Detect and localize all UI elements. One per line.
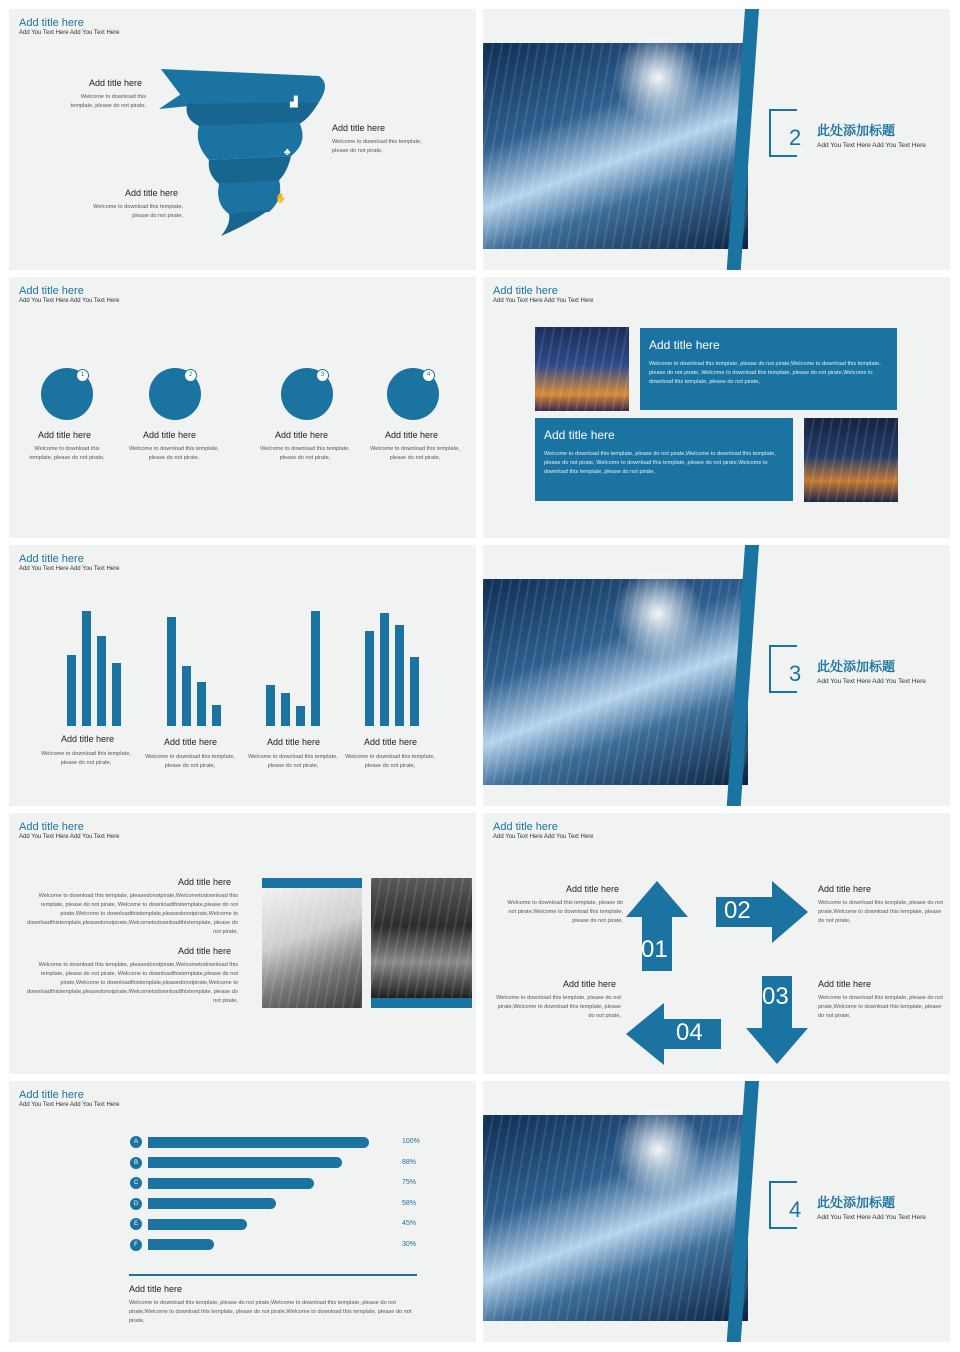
slide-boxes <box>483 277 950 538</box>
bar-mark <box>296 706 305 726</box>
group-3-text: Welcome to download this template, please do not pirate, <box>248 754 338 769</box>
bar-letter: F <box>130 1239 142 1251</box>
step-3-title: Add title here <box>818 979 872 989</box>
divider <box>129 1274 417 1276</box>
item-1-title: Add title here <box>178 877 232 887</box>
item-2-title: Add title here <box>178 946 232 956</box>
slide-ribbon <box>9 9 476 270</box>
step-2-text: Welcome to download this template, please do not pirate,Welcome to download this template, please do not pirate, <box>818 900 943 924</box>
slide-title: Add title here <box>493 821 558 833</box>
bar-mark <box>182 666 191 726</box>
group-2-text: Welcome to download this template, please do not pirate, <box>145 754 235 769</box>
section-number: 3 <box>789 661 802 686</box>
footer-title: Add title here <box>129 1284 183 1294</box>
section-title: 此处添加标题 <box>817 660 896 675</box>
footer-text: Welcome to download this template, please do not pirate,Welcome to download this template, please do not pirate,Welcome to download this template, please do not pirate,Welcome to download this template, please do not pirate, <box>129 1300 412 1324</box>
group-3-title: Add title here <box>267 737 321 747</box>
bar-letter: B <box>130 1157 142 1169</box>
grey-tower-photo <box>262 888 362 1008</box>
slide-title: Add title here <box>19 17 84 29</box>
slide-subtitle: Add You Text Here Add You Text Here <box>19 1102 120 1108</box>
ribbon-graphic <box>159 64 339 239</box>
slide-title: Add title here <box>19 553 84 565</box>
slide-title: Add title here <box>19 1089 84 1101</box>
item-2-title: Add title here <box>143 430 197 440</box>
step-4-text: Welcome to download this template, please do not pirate,Welcome to download this template, please do not pirate, <box>496 995 621 1019</box>
slide-subtitle: Add You Text Here Add You Text Here <box>19 834 120 840</box>
group-1-text: Welcome to download this template, please do not pirate, <box>41 751 131 766</box>
photo-accent-bar <box>371 998 472 1008</box>
leaf-icon: ♣ <box>284 147 291 158</box>
slide-text-photos <box>9 813 476 1074</box>
medal-badge: 3 <box>316 369 329 382</box>
section-title: 此处添加标题 <box>817 124 896 139</box>
step-3-text: Welcome to download this template, please do not pirate,Welcome to download this template, please do not pirate, <box>818 995 943 1019</box>
box-text: Welcome to download this template, please do not pirate,Welcome to download this template, please do not pirate, Welcome to download this template, please do not pirate,Welcome to download this template, please do not pirate, <box>544 451 776 475</box>
item-4-text: Welcome to download this template, please do not pirate, <box>370 446 460 461</box>
progress-bar <box>148 1198 276 1209</box>
medal-badge: 1 <box>76 369 89 382</box>
step-1-number: 01 <box>641 936 668 963</box>
bar-letter: C <box>130 1177 142 1189</box>
step-3-number: 03 <box>762 983 789 1010</box>
bar-mark <box>82 611 91 726</box>
bar-mark <box>167 617 176 726</box>
progress-bar <box>148 1178 314 1189</box>
bar-mark <box>112 663 121 726</box>
progress-bar <box>148 1239 214 1250</box>
slide-subtitle: Add You Text Here Add You Text Here <box>493 298 594 304</box>
section-subtitle: Add You Text Here Add You Text Here <box>817 678 926 685</box>
group-4-title: Add title here <box>364 737 418 747</box>
info-box-1 <box>640 328 897 410</box>
group-2-title: Add title here <box>164 737 218 747</box>
bar-mark <box>311 611 320 726</box>
progress-bar <box>148 1137 369 1148</box>
item-3-text: Welcome to download this template, please do not pirate, <box>93 204 183 219</box>
section-title: 此处添加标题 <box>817 1196 896 1211</box>
section-subtitle: Add You Text Here Add You Text Here <box>817 142 926 149</box>
grey-city-photo <box>371 878 472 998</box>
medal-badge: 4 <box>422 369 435 382</box>
photo-accent-bar <box>262 878 362 888</box>
bar-percent: 30% <box>402 1240 417 1248</box>
slide-section-3 <box>483 545 950 806</box>
item-1-title: Add title here <box>89 78 143 88</box>
section-number: 4 <box>789 1197 802 1222</box>
box-text: Welcome to download this template, please do not pirate,Welcome to download this template, please do not pirate, Welcome to download this template, please do not pirate,Welcome to download this template, please do not pirate, <box>649 361 881 385</box>
hand-icon: ✋ <box>275 193 287 203</box>
item-1-text: Welcome to download this template, please do not pirate, <box>29 446 105 461</box>
item-3-text: Welcome to download this template, please do not pirate, <box>260 446 350 461</box>
slide-section-2 <box>483 9 950 270</box>
bar-mark <box>380 613 389 726</box>
info-box-2 <box>535 418 793 501</box>
building-photo <box>535 327 629 411</box>
item-4-title: Add title here <box>385 430 439 440</box>
slide-title: Add title here <box>19 285 84 297</box>
item-3-title: Add title here <box>125 188 179 198</box>
step-2-number: 02 <box>724 897 751 924</box>
progress-bar <box>148 1219 247 1230</box>
item-2-text: Welcome to download this template, please do not pirate, <box>332 139 422 154</box>
step-1-title: Add title here <box>566 884 620 894</box>
box-title: Add title here <box>649 338 720 352</box>
slide-medals <box>9 277 476 538</box>
item-2-text: Welcome to download this template, please do not pirate, <box>129 446 219 461</box>
bar-percent: 45% <box>402 1220 417 1227</box>
slide-progress <box>9 1081 476 1342</box>
bar-percent: 88% <box>402 1158 417 1166</box>
item-2-text: Welcome to download this template, pleasedonotpirate,Welcometodownload this template, please do not pirate, Welcome to downloadthistemplate,please do not pirate,Welcome to downloadthistemplate,pleasedonotpirate,Welcome to downloadthistemplate,pleasedonotpirate,Welcometodownloadthistemplate, please do not pirate, <box>26 962 238 1004</box>
section-number: 2 <box>789 125 802 150</box>
city-photo <box>483 43 748 249</box>
slide-title: Add title here <box>19 821 84 833</box>
group-1-title: Add title here <box>61 734 115 744</box>
item-2-title: Add title here <box>332 123 386 133</box>
item-1-text: Welcome to download this template, please do not pirate, <box>70 94 146 109</box>
section-subtitle: Add You Text Here Add You Text Here <box>817 1214 926 1221</box>
bar-percent: 58% <box>402 1199 417 1207</box>
item-1-title: Add title here <box>38 430 92 440</box>
step-4-title: Add title here <box>563 979 617 989</box>
slide-arrows <box>483 813 950 1074</box>
slide-bars <box>9 545 476 806</box>
slide-subtitle: Add You Text Here Add You Text Here <box>19 298 120 304</box>
bar-percent: 75% <box>402 1179 417 1186</box>
arrow-left-icon <box>626 1003 721 1065</box>
item-3-title: Add title here <box>275 430 329 440</box>
bar-mark <box>97 636 106 726</box>
night-city-photo <box>804 418 898 502</box>
step-4-number: 04 <box>676 1019 703 1046</box>
bar-mark <box>281 693 290 726</box>
chart-icon: ▟ <box>290 97 298 108</box>
progress-bar <box>148 1157 342 1168</box>
item-1-text: Welcome to download this template, pleasedonotpirate,Welcometodownload this template, please do not pirate, Welcome to downloadthistemplate,please do not pirate,Welcome to downloadthistemplate,pleasedonotpirate,Welcome to downloadthistemplate,pleasedonotpirate,Welcometodownloadthistemplate, please do not pirate, <box>26 893 238 935</box>
city-photo <box>483 1115 748 1321</box>
bar-mark <box>410 657 419 726</box>
bar-mark <box>197 682 206 726</box>
bar-letter: A <box>130 1136 142 1148</box>
bar-percent: 100% <box>402 1138 420 1145</box>
slide-subtitle: Add You Text Here Add You Text Here <box>493 834 594 840</box>
bar-letter: D <box>130 1198 142 1210</box>
medal-badge: 2 <box>184 369 197 382</box>
bar-letter: E <box>130 1218 142 1230</box>
slide-title: Add title here <box>493 285 558 297</box>
city-photo <box>483 579 748 785</box>
bar-mark <box>212 705 221 726</box>
bar-mark <box>395 625 404 726</box>
bar-mark <box>67 655 76 726</box>
group-4-text: Welcome to download this template, please do not pirate, <box>345 754 435 769</box>
step-1-text: Welcome to download this template, please do not pirate,Welcome to download this template, please do not pirate, <box>507 900 623 924</box>
bar-mark <box>365 631 374 726</box>
slide-section-4 <box>483 1081 950 1342</box>
bar-mark <box>266 685 275 726</box>
slide-subtitle: Add You Text Here Add You Text Here <box>19 30 120 36</box>
step-2-title: Add title here <box>818 884 872 894</box>
slide-subtitle: Add You Text Here Add You Text Here <box>19 566 120 572</box>
box-title: Add title here <box>544 428 615 442</box>
